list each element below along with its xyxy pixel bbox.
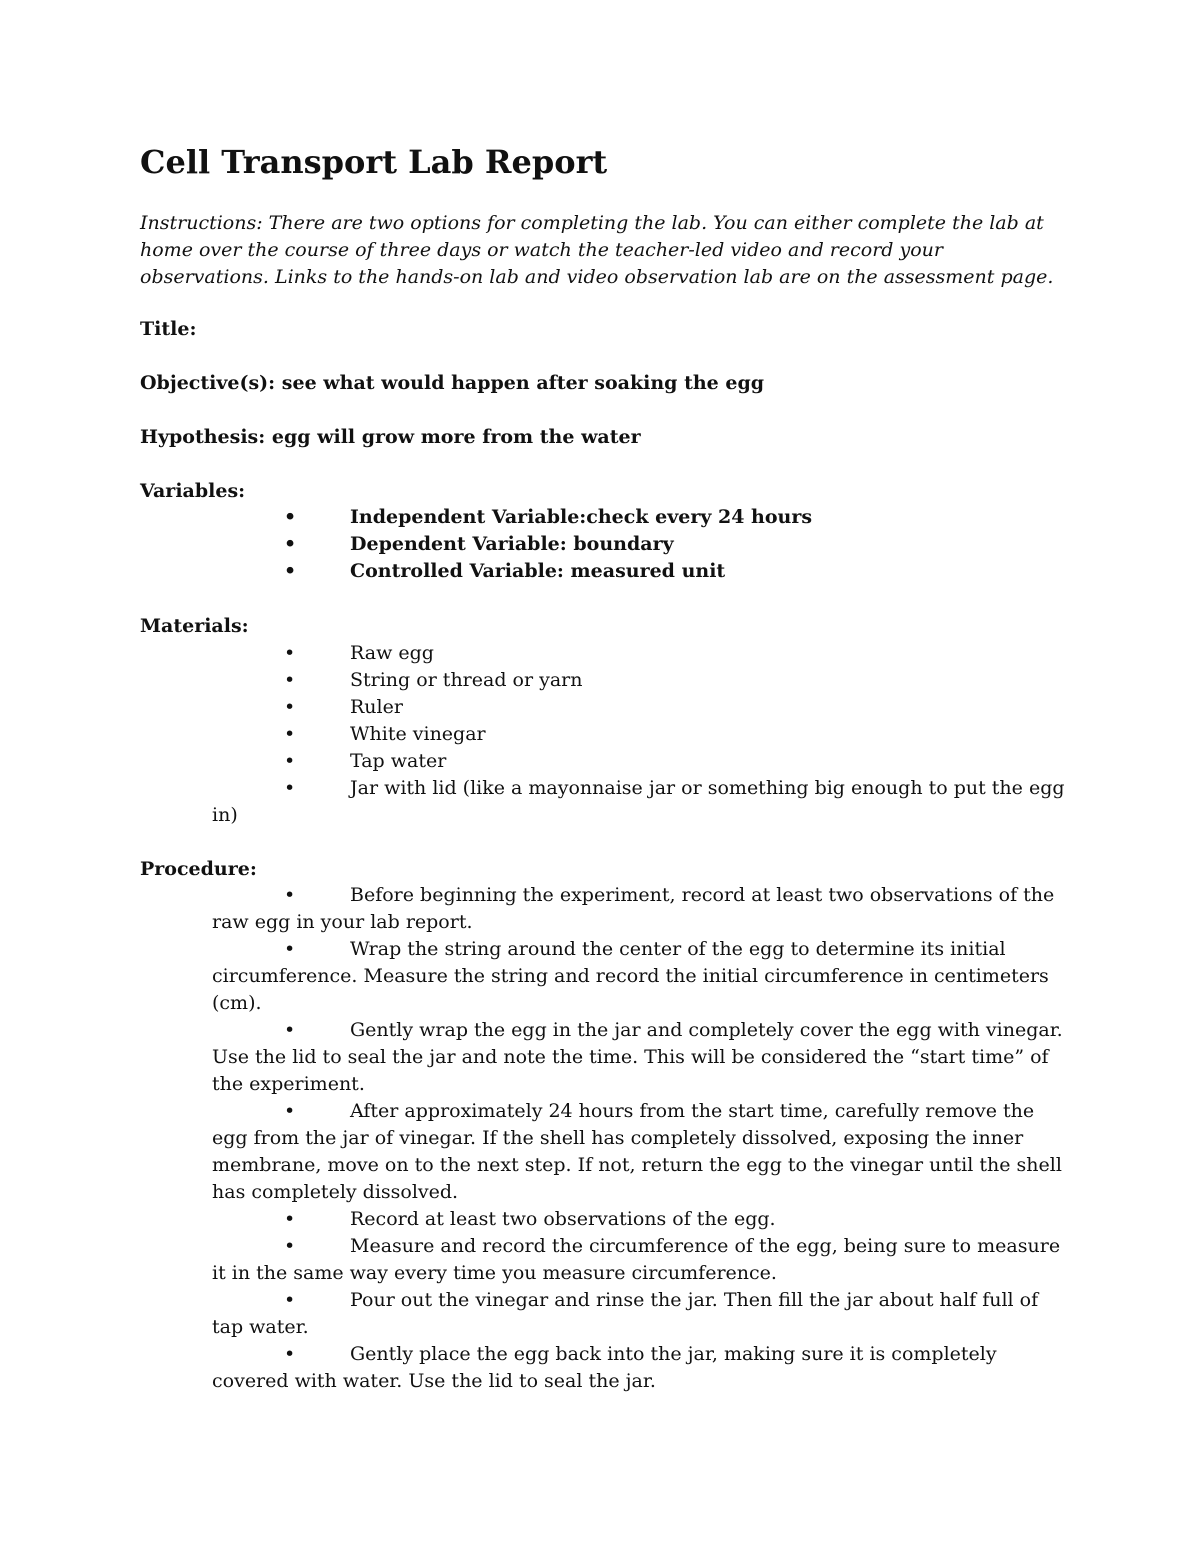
bullet-icon: •	[284, 1289, 296, 1311]
bullet-icon: •	[284, 1100, 296, 1122]
bullet-icon: •	[284, 642, 296, 664]
list-item: • Ruler	[140, 694, 1070, 721]
list-item: • Independent Variable:check every 24 hours	[140, 504, 1070, 531]
bullet-icon: •	[284, 533, 297, 555]
list-item: • Before beginning the experiment, record at least two observations of the raw egg in your lab report.	[212, 884, 1055, 933]
procedure-label: Procedure:	[140, 858, 257, 880]
list-item: • Jar with lid (like a mayonnaise jar or something big enough to put the egg	[140, 775, 1070, 802]
list-item: • Pour out the vinegar and rinse the jar. Then fill the jar about half full of tap water.	[212, 1289, 1039, 1338]
materials-list	[140, 640, 1070, 802]
list-item: • Tap water	[140, 748, 1070, 775]
list-item: • Gently place the egg back into the jar, making sure it is completely covered with water. Use the lid to seal the jar.	[212, 1343, 997, 1392]
list-item: • After approximately 24 hours from the start time, carefully remove the egg from the jar of vinegar. If the shell has completely dissolved, exposing the inner membrane, move on to the next step. If not, return the egg to the vinegar until the shell has completely dissolved.	[212, 1100, 1062, 1203]
list-item: • Raw egg	[140, 640, 1070, 667]
hypothesis-field: Hypothesis: egg will grow more from the water	[140, 426, 641, 448]
bullet-icon: •	[284, 750, 296, 772]
variables-list	[140, 504, 1070, 585]
bullet-icon: •	[284, 723, 296, 745]
bullet-icon: •	[284, 777, 296, 799]
materials-label: Materials:	[140, 615, 249, 637]
bullet-icon: •	[284, 884, 296, 906]
list-item: • Dependent Variable: boundary	[140, 531, 1070, 558]
bullet-icon: •	[284, 560, 297, 582]
variables-label: Variables:	[140, 480, 246, 502]
list-item: • White vinegar	[140, 721, 1070, 748]
instructions-paragraph: Instructions: There are two options for completing the lab. You can either complete the lab at home over the course of three days or watch the teacher-led video and record your observations. Links to the hands-on lab and video observation lab are on the assessment page.	[140, 212, 1054, 288]
bullet-icon: •	[284, 696, 296, 718]
bullet-icon: •	[284, 1208, 296, 1230]
list-item: • Measure and record the circumference of the egg, being sure to measure it in the same way every time you measure circumference.	[212, 1235, 1061, 1284]
bullet-icon: •	[284, 506, 297, 528]
list-item: • Gently wrap the egg in the jar and completely cover the egg with vinegar. Use the lid to seal the jar and note the time. This will be considered the “start time” of the experiment.	[212, 1019, 1063, 1095]
objective-field: Objective(s): see what would happen after soaking the egg	[140, 372, 765, 394]
bullet-icon: •	[284, 938, 296, 960]
bullet-icon: •	[284, 669, 296, 691]
list-item: • String or thread or yarn	[140, 667, 1070, 694]
list-item: • Record at least two observations of the egg.	[212, 1206, 1072, 1233]
title-field-label: Title:	[140, 318, 197, 340]
list-item: • Wrap the string around the center of the egg to determine its initial circumference. Measure the string and record the initial circumference in centimeters (cm).	[212, 938, 1049, 1014]
document-title: Cell Transport Lab Report	[140, 143, 608, 181]
bullet-icon: •	[284, 1235, 296, 1257]
bullet-icon: •	[284, 1019, 296, 1041]
procedure-list	[212, 882, 1072, 1395]
materials-wrap-tail: in)	[212, 804, 238, 826]
list-item: • Controlled Variable: measured unit	[140, 558, 1070, 585]
bullet-icon: •	[284, 1343, 296, 1365]
